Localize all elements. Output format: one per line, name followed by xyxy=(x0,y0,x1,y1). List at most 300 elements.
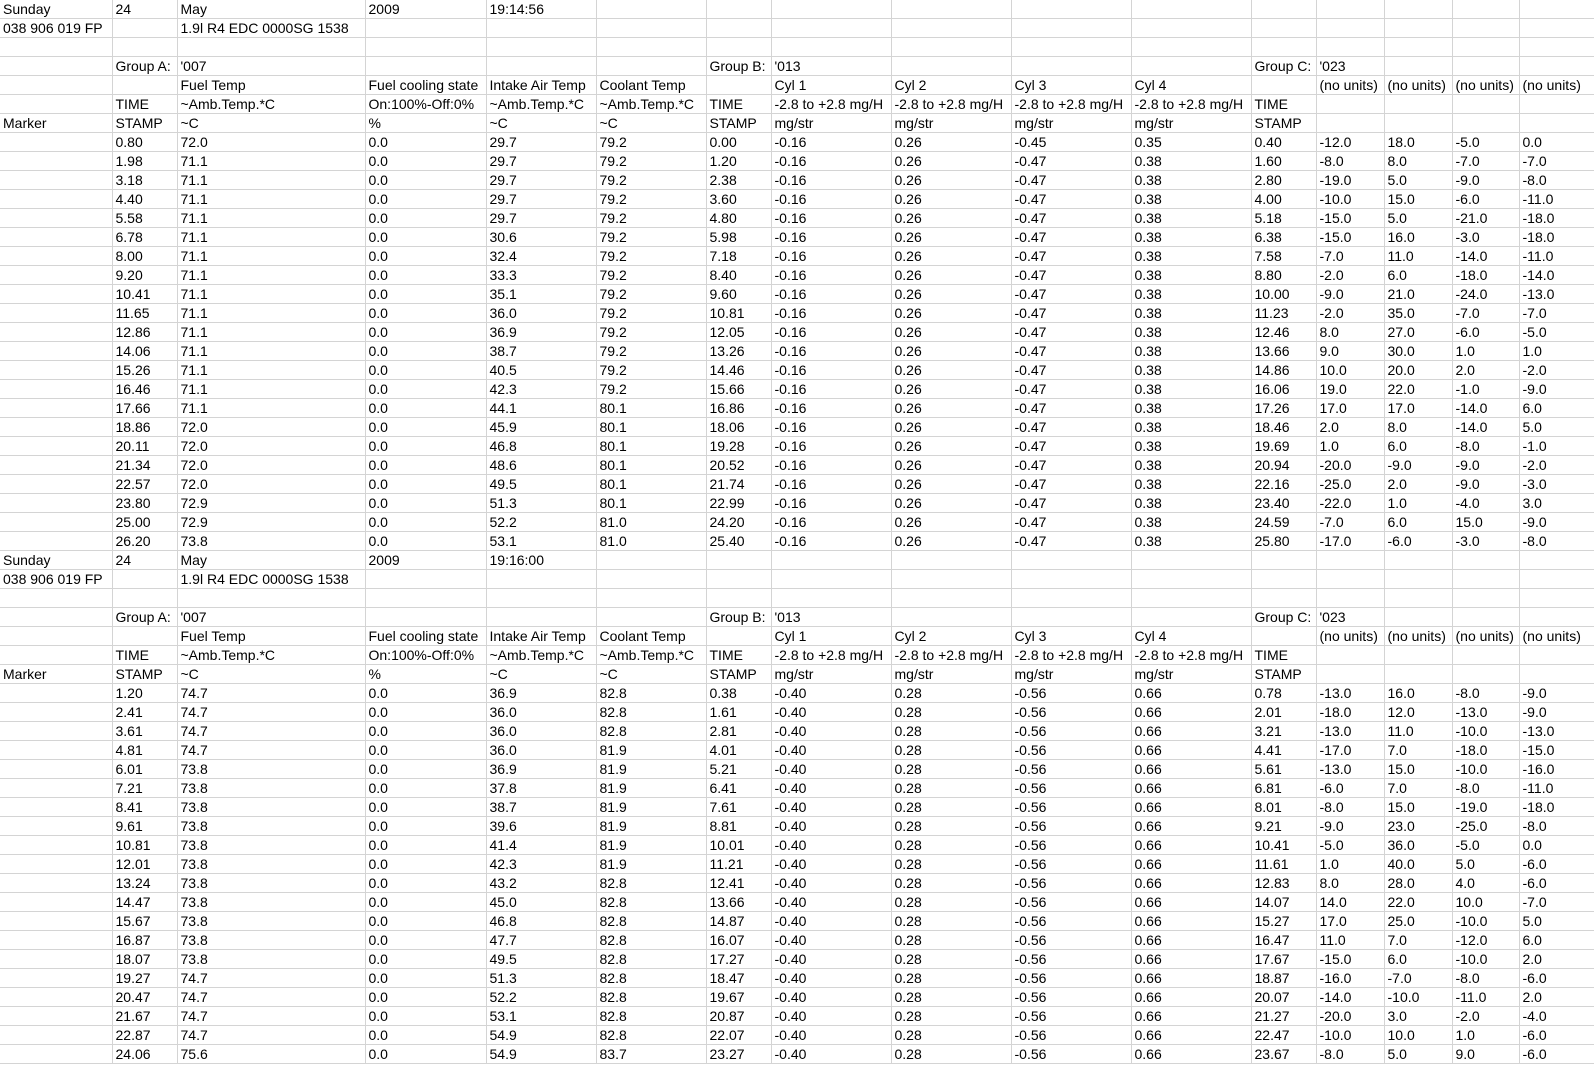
cell[interactable] xyxy=(0,931,112,950)
cell[interactable]: 71.1 xyxy=(177,152,365,171)
cell[interactable]: -0.47 xyxy=(1011,228,1131,247)
cell[interactable]: 0.38 xyxy=(1131,323,1251,342)
cell[interactable]: 0.38 xyxy=(1131,380,1251,399)
cell[interactable]: 1.98 xyxy=(112,152,177,171)
cell[interactable]: (no units) xyxy=(1519,76,1594,95)
cell[interactable]: 16.47 xyxy=(1251,931,1316,950)
cell[interactable] xyxy=(0,741,112,760)
cell[interactable]: 0.38 xyxy=(1131,456,1251,475)
cell[interactable]: 0.28 xyxy=(891,722,1011,741)
cell[interactable]: 74.7 xyxy=(177,703,365,722)
cell[interactable]: -0.16 xyxy=(771,532,891,551)
cell[interactable]: -0.47 xyxy=(1011,247,1131,266)
cell[interactable]: 4.01 xyxy=(706,741,771,760)
cell[interactable]: 0.66 xyxy=(1131,836,1251,855)
cell[interactable]: 15.0 xyxy=(1452,513,1519,532)
cell[interactable]: 5.0 xyxy=(1519,418,1594,437)
cell[interactable]: 0.38 xyxy=(1131,171,1251,190)
cell[interactable]: 0.26 xyxy=(891,437,1011,456)
cell[interactable]: 0.38 xyxy=(1131,513,1251,532)
cell[interactable]: -8.0 xyxy=(1316,1045,1384,1064)
cell[interactable]: mg/str xyxy=(771,665,891,684)
cell[interactable]: 29.7 xyxy=(486,171,596,190)
cell[interactable]: 0.0 xyxy=(365,342,486,361)
cell[interactable]: -25.0 xyxy=(1452,817,1519,836)
cell[interactable]: 0.0 xyxy=(365,950,486,969)
cell[interactable]: 81.9 xyxy=(596,855,706,874)
cell[interactable] xyxy=(771,0,891,19)
cell[interactable]: 81.9 xyxy=(596,836,706,855)
cell[interactable]: 71.1 xyxy=(177,399,365,418)
cell[interactable] xyxy=(1131,608,1251,627)
cell[interactable]: 0.26 xyxy=(891,494,1011,513)
cell[interactable]: 71.1 xyxy=(177,190,365,209)
cell[interactable]: 27.0 xyxy=(1384,323,1452,342)
cell[interactable]: 0.0 xyxy=(365,817,486,836)
cell[interactable]: -0.56 xyxy=(1011,1026,1131,1045)
cell[interactable]: STAMP xyxy=(112,665,177,684)
cell[interactable] xyxy=(596,19,706,38)
cell[interactable]: 25.80 xyxy=(1251,532,1316,551)
cell[interactable]: 14.46 xyxy=(706,361,771,380)
cell[interactable]: 0.28 xyxy=(891,836,1011,855)
cell[interactable]: ~Amb.Temp.*C xyxy=(596,95,706,114)
cell[interactable]: Group C: xyxy=(1251,57,1316,76)
cell[interactable] xyxy=(0,703,112,722)
cell[interactable]: 0.0 xyxy=(365,323,486,342)
cell[interactable]: 79.2 xyxy=(596,209,706,228)
cell[interactable]: 12.83 xyxy=(1251,874,1316,893)
cell[interactable]: -6.0 xyxy=(1452,190,1519,209)
cell[interactable] xyxy=(1519,646,1594,665)
cell[interactable]: 16.0 xyxy=(1384,684,1452,703)
cell[interactable]: % xyxy=(365,114,486,133)
cell[interactable]: 0.35 xyxy=(1131,133,1251,152)
cell[interactable]: mg/str xyxy=(891,114,1011,133)
cell[interactable] xyxy=(706,38,771,57)
cell[interactable]: 19.0 xyxy=(1316,380,1384,399)
cell[interactable]: 17.67 xyxy=(1251,950,1316,969)
cell[interactable]: 23.80 xyxy=(112,494,177,513)
cell[interactable]: 79.2 xyxy=(596,171,706,190)
cell[interactable]: Intake Air Temp xyxy=(486,76,596,95)
cell[interactable]: -0.47 xyxy=(1011,418,1131,437)
cell[interactable] xyxy=(1519,570,1594,589)
cell[interactable]: -7.0 xyxy=(1519,152,1594,171)
cell[interactable]: -18.0 xyxy=(1316,703,1384,722)
cell[interactable]: 14.86 xyxy=(1251,361,1316,380)
cell[interactable]: 0.0 xyxy=(365,684,486,703)
cell[interactable] xyxy=(596,589,706,608)
cell[interactable] xyxy=(1011,570,1131,589)
cell[interactable]: 22.87 xyxy=(112,1026,177,1045)
cell[interactable]: -3.0 xyxy=(1519,475,1594,494)
cell[interactable]: Fuel Temp xyxy=(177,76,365,95)
cell[interactable]: 10.81 xyxy=(112,836,177,855)
cell[interactable] xyxy=(0,247,112,266)
cell[interactable]: 5.98 xyxy=(706,228,771,247)
cell[interactable]: 1.20 xyxy=(112,684,177,703)
cell[interactable] xyxy=(112,589,177,608)
cell[interactable] xyxy=(771,589,891,608)
cell[interactable]: -2.8 to +2.8 mg/H xyxy=(771,646,891,665)
cell[interactable]: 36.9 xyxy=(486,323,596,342)
cell[interactable]: -0.56 xyxy=(1011,798,1131,817)
cell[interactable]: -2.8 to +2.8 mg/H xyxy=(771,95,891,114)
cell[interactable]: 0.66 xyxy=(1131,912,1251,931)
cell[interactable]: 0.38 xyxy=(1131,190,1251,209)
cell[interactable]: 13.66 xyxy=(1251,342,1316,361)
cell[interactable]: 36.0 xyxy=(486,741,596,760)
cell[interactable]: 0.0 xyxy=(365,133,486,152)
cell[interactable]: 4.0 xyxy=(1452,874,1519,893)
cell[interactable]: -18.0 xyxy=(1519,798,1594,817)
cell[interactable] xyxy=(1251,38,1316,57)
cell[interactable] xyxy=(177,589,365,608)
cell[interactable] xyxy=(891,19,1011,38)
cell[interactable]: 79.2 xyxy=(596,228,706,247)
cell[interactable]: 20.87 xyxy=(706,1007,771,1026)
cell[interactable]: 71.1 xyxy=(177,171,365,190)
cell[interactable]: -1.0 xyxy=(1519,437,1594,456)
cell[interactable]: '013 xyxy=(771,57,891,76)
cell[interactable]: Fuel cooling state xyxy=(365,627,486,646)
cell[interactable]: 71.1 xyxy=(177,209,365,228)
cell[interactable]: -13.0 xyxy=(1519,285,1594,304)
cell[interactable]: ~C xyxy=(177,114,365,133)
cell[interactable]: 41.4 xyxy=(486,836,596,855)
cell[interactable]: 82.8 xyxy=(596,950,706,969)
cell[interactable]: 0.66 xyxy=(1131,855,1251,874)
cell[interactable]: (no units) xyxy=(1452,627,1519,646)
cell[interactable]: -0.47 xyxy=(1011,285,1131,304)
cell[interactable] xyxy=(596,0,706,19)
cell[interactable] xyxy=(1384,589,1452,608)
cell[interactable]: 73.8 xyxy=(177,817,365,836)
cell[interactable]: 0.0 xyxy=(365,266,486,285)
cell[interactable]: 72.9 xyxy=(177,513,365,532)
cell[interactable]: 2.0 xyxy=(1452,361,1519,380)
cell[interactable]: 26.20 xyxy=(112,532,177,551)
cell[interactable]: 16.46 xyxy=(112,380,177,399)
cell[interactable] xyxy=(1316,551,1384,570)
cell[interactable]: 0.38 xyxy=(1131,361,1251,380)
cell[interactable]: 20.47 xyxy=(112,988,177,1007)
cell[interactable]: 11.61 xyxy=(1251,855,1316,874)
cell[interactable]: -2.8 to +2.8 mg/H xyxy=(1131,646,1251,665)
cell[interactable]: 20.94 xyxy=(1251,456,1316,475)
cell[interactable]: -0.47 xyxy=(1011,475,1131,494)
cell[interactable]: 17.0 xyxy=(1316,912,1384,931)
cell[interactable]: 0.28 xyxy=(891,874,1011,893)
cell[interactable]: 0.0 xyxy=(365,494,486,513)
cell[interactable]: 0.0 xyxy=(365,893,486,912)
cell[interactable]: -2.0 xyxy=(1519,361,1594,380)
cell[interactable]: 0.26 xyxy=(891,323,1011,342)
cell[interactable]: -0.40 xyxy=(771,798,891,817)
cell[interactable]: -0.56 xyxy=(1011,703,1131,722)
cell[interactable]: 30.0 xyxy=(1384,342,1452,361)
cell[interactable] xyxy=(0,627,112,646)
cell[interactable]: 3.21 xyxy=(1251,722,1316,741)
cell[interactable] xyxy=(1519,38,1594,57)
cell[interactable]: 49.5 xyxy=(486,950,596,969)
cell[interactable]: 0.26 xyxy=(891,228,1011,247)
cell[interactable] xyxy=(1131,589,1251,608)
cell[interactable] xyxy=(1251,19,1316,38)
cell[interactable]: 15.66 xyxy=(706,380,771,399)
cell[interactable] xyxy=(486,570,596,589)
cell[interactable] xyxy=(0,532,112,551)
cell[interactable]: 0.38 xyxy=(1131,437,1251,456)
cell[interactable]: 5.61 xyxy=(1251,760,1316,779)
cell[interactable]: 28.0 xyxy=(1384,874,1452,893)
cell[interactable]: 52.2 xyxy=(486,513,596,532)
cell[interactable]: Sunday xyxy=(0,551,112,570)
cell[interactable] xyxy=(0,969,112,988)
cell[interactable] xyxy=(771,570,891,589)
cell[interactable]: 0.26 xyxy=(891,532,1011,551)
cell[interactable]: 18.0 xyxy=(1384,133,1452,152)
cell[interactable]: -6.0 xyxy=(1452,323,1519,342)
cell[interactable]: Cyl 3 xyxy=(1011,627,1131,646)
cell[interactable]: 0.28 xyxy=(891,684,1011,703)
cell[interactable]: 13.26 xyxy=(706,342,771,361)
cell[interactable]: 44.1 xyxy=(486,399,596,418)
cell[interactable] xyxy=(1131,38,1251,57)
cell[interactable] xyxy=(1519,114,1594,133)
cell[interactable]: -8.0 xyxy=(1316,152,1384,171)
cell[interactable] xyxy=(1011,608,1131,627)
cell[interactable]: -0.40 xyxy=(771,969,891,988)
cell[interactable]: 13.66 xyxy=(706,893,771,912)
cell[interactable]: 14.47 xyxy=(112,893,177,912)
cell[interactable] xyxy=(0,228,112,247)
cell[interactable]: -0.40 xyxy=(771,950,891,969)
cell[interactable]: 0.26 xyxy=(891,285,1011,304)
cell[interactable]: -0.16 xyxy=(771,247,891,266)
cell[interactable]: 0.38 xyxy=(1131,304,1251,323)
cell[interactable]: -0.16 xyxy=(771,209,891,228)
cell[interactable]: 71.1 xyxy=(177,228,365,247)
cell[interactable]: TIME xyxy=(112,95,177,114)
cell[interactable]: 0.28 xyxy=(891,988,1011,1007)
cell[interactable]: -0.56 xyxy=(1011,912,1131,931)
cell[interactable]: -0.40 xyxy=(771,760,891,779)
cell[interactable]: 0.66 xyxy=(1131,931,1251,950)
cell[interactable]: 0.0 xyxy=(365,513,486,532)
cell[interactable]: 1.9l R4 EDC 0000SG 1538 xyxy=(177,19,365,38)
cell[interactable]: 72.0 xyxy=(177,133,365,152)
cell[interactable]: 72.0 xyxy=(177,456,365,475)
cell[interactable] xyxy=(1384,646,1452,665)
cell[interactable] xyxy=(0,266,112,285)
cell[interactable]: 42.3 xyxy=(486,380,596,399)
cell[interactable]: Fuel Temp xyxy=(177,627,365,646)
cell[interactable]: -0.56 xyxy=(1011,874,1131,893)
cell[interactable]: 2.0 xyxy=(1519,950,1594,969)
cell[interactable]: Group C: xyxy=(1251,608,1316,627)
cell[interactable]: -13.0 xyxy=(1519,722,1594,741)
cell[interactable]: 29.7 xyxy=(486,133,596,152)
cell[interactable]: 0.28 xyxy=(891,741,1011,760)
cell[interactable] xyxy=(771,19,891,38)
cell[interactable]: -16.0 xyxy=(1519,760,1594,779)
cell[interactable]: -4.0 xyxy=(1519,1007,1594,1026)
cell[interactable]: Group B: xyxy=(706,57,771,76)
cell[interactable] xyxy=(1251,589,1316,608)
cell[interactable]: 79.2 xyxy=(596,152,706,171)
cell[interactable]: 51.3 xyxy=(486,969,596,988)
cell[interactable]: 0.66 xyxy=(1131,798,1251,817)
cell[interactable] xyxy=(596,608,706,627)
cell[interactable] xyxy=(112,570,177,589)
cell[interactable]: -18.0 xyxy=(1519,209,1594,228)
cell[interactable]: 0.0 xyxy=(365,247,486,266)
cell[interactable] xyxy=(1452,114,1519,133)
cell[interactable]: 79.2 xyxy=(596,323,706,342)
cell[interactable] xyxy=(365,570,486,589)
cell[interactable]: 6.01 xyxy=(112,760,177,779)
cell[interactable] xyxy=(1452,608,1519,627)
cell[interactable]: -10.0 xyxy=(1384,988,1452,1007)
cell[interactable]: -14.0 xyxy=(1452,247,1519,266)
cell[interactable] xyxy=(1011,589,1131,608)
cell[interactable]: 17.66 xyxy=(112,399,177,418)
cell[interactable]: 0.28 xyxy=(891,912,1011,931)
cell[interactable]: -15.0 xyxy=(1316,209,1384,228)
cell[interactable]: 038 906 019 FP xyxy=(0,570,112,589)
cell[interactable]: 53.1 xyxy=(486,532,596,551)
cell[interactable]: 10.01 xyxy=(706,836,771,855)
cell[interactable]: 25.0 xyxy=(1384,912,1452,931)
cell[interactable]: 14.06 xyxy=(112,342,177,361)
cell[interactable]: -6.0 xyxy=(1519,1045,1594,1064)
cell[interactable]: 14.87 xyxy=(706,912,771,931)
cell[interactable]: 73.8 xyxy=(177,760,365,779)
cell[interactable] xyxy=(1384,95,1452,114)
cell[interactable]: 71.1 xyxy=(177,247,365,266)
cell[interactable]: 83.7 xyxy=(596,1045,706,1064)
cell[interactable]: 0.78 xyxy=(1251,684,1316,703)
cell[interactable] xyxy=(0,494,112,513)
cell[interactable] xyxy=(365,589,486,608)
cell[interactable]: 6.0 xyxy=(1384,950,1452,969)
cell[interactable] xyxy=(0,798,112,817)
cell[interactable]: 4.80 xyxy=(706,209,771,228)
cell[interactable] xyxy=(0,779,112,798)
cell[interactable]: 7.21 xyxy=(112,779,177,798)
cell[interactable] xyxy=(1519,57,1594,76)
cell[interactable]: 48.6 xyxy=(486,456,596,475)
cell[interactable]: 21.67 xyxy=(112,1007,177,1026)
cell[interactable]: 0.0 xyxy=(365,532,486,551)
cell[interactable]: 12.41 xyxy=(706,874,771,893)
cell[interactable]: -21.0 xyxy=(1452,209,1519,228)
cell[interactable]: 0.0 xyxy=(365,380,486,399)
cell[interactable]: 0.00 xyxy=(706,133,771,152)
cell[interactable]: 73.8 xyxy=(177,532,365,551)
cell[interactable] xyxy=(1452,57,1519,76)
cell[interactable]: 1.61 xyxy=(706,703,771,722)
cell[interactable]: 1.9l R4 EDC 0000SG 1538 xyxy=(177,570,365,589)
cell[interactable]: 0.28 xyxy=(891,893,1011,912)
cell[interactable] xyxy=(891,589,1011,608)
cell[interactable]: 18.87 xyxy=(1251,969,1316,988)
cell[interactable]: 0.0 xyxy=(365,399,486,418)
cell[interactable]: 22.0 xyxy=(1384,893,1452,912)
cell[interactable]: -2.8 to +2.8 mg/H xyxy=(1011,95,1131,114)
cell[interactable] xyxy=(1452,665,1519,684)
cell[interactable]: 4.81 xyxy=(112,741,177,760)
cell[interactable]: 74.7 xyxy=(177,741,365,760)
cell[interactable] xyxy=(112,38,177,57)
cell[interactable]: -0.16 xyxy=(771,437,891,456)
cell[interactable]: -0.56 xyxy=(1011,836,1131,855)
cell[interactable]: -2.8 to +2.8 mg/H xyxy=(891,646,1011,665)
cell[interactable]: 53.1 xyxy=(486,1007,596,1026)
cell[interactable]: -0.16 xyxy=(771,380,891,399)
cell[interactable]: 0.66 xyxy=(1131,779,1251,798)
cell[interactable] xyxy=(486,57,596,76)
cell[interactable]: 82.8 xyxy=(596,684,706,703)
cell[interactable] xyxy=(1316,95,1384,114)
cell[interactable]: 82.8 xyxy=(596,722,706,741)
cell[interactable]: 17.0 xyxy=(1384,399,1452,418)
cell[interactable]: 0.26 xyxy=(891,247,1011,266)
cell[interactable]: -0.56 xyxy=(1011,988,1131,1007)
cell[interactable] xyxy=(1452,551,1519,570)
cell[interactable]: 3.0 xyxy=(1384,1007,1452,1026)
cell[interactable] xyxy=(891,551,1011,570)
cell[interactable]: -9.0 xyxy=(1519,513,1594,532)
cell[interactable]: -15.0 xyxy=(1519,741,1594,760)
cell[interactable] xyxy=(0,437,112,456)
cell[interactable]: 0.66 xyxy=(1131,817,1251,836)
cell[interactable]: 12.46 xyxy=(1251,323,1316,342)
cell[interactable] xyxy=(1131,570,1251,589)
cell[interactable]: 35.0 xyxy=(1384,304,1452,323)
cell[interactable]: 0.66 xyxy=(1131,988,1251,1007)
cell[interactable]: 0.66 xyxy=(1131,874,1251,893)
cell[interactable]: 81.9 xyxy=(596,741,706,760)
cell[interactable]: -8.0 xyxy=(1519,817,1594,836)
cell[interactable]: 8.0 xyxy=(1316,323,1384,342)
cell[interactable]: 0.28 xyxy=(891,1026,1011,1045)
cell[interactable]: mg/str xyxy=(771,114,891,133)
cell[interactable] xyxy=(0,874,112,893)
cell[interactable]: 33.3 xyxy=(486,266,596,285)
cell[interactable]: ~Amb.Temp.*C xyxy=(596,646,706,665)
cell[interactable]: 36.9 xyxy=(486,684,596,703)
cell[interactable]: -0.47 xyxy=(1011,456,1131,475)
cell[interactable]: ~Amb.Temp.*C xyxy=(486,95,596,114)
cell[interactable] xyxy=(1519,608,1594,627)
cell[interactable]: -0.45 xyxy=(1011,133,1131,152)
cell[interactable]: 9.60 xyxy=(706,285,771,304)
cell[interactable]: 0.0 xyxy=(365,912,486,931)
cell[interactable]: -9.0 xyxy=(1519,684,1594,703)
cell[interactable] xyxy=(0,95,112,114)
cell[interactable]: 21.0 xyxy=(1384,285,1452,304)
cell[interactable]: 0.0 xyxy=(365,1045,486,1064)
cell[interactable]: -0.16 xyxy=(771,266,891,285)
cell[interactable] xyxy=(1452,646,1519,665)
cell[interactable]: -0.47 xyxy=(1011,266,1131,285)
cell[interactable] xyxy=(486,38,596,57)
cell[interactable]: 0.0 xyxy=(365,285,486,304)
cell[interactable]: 18.07 xyxy=(112,950,177,969)
